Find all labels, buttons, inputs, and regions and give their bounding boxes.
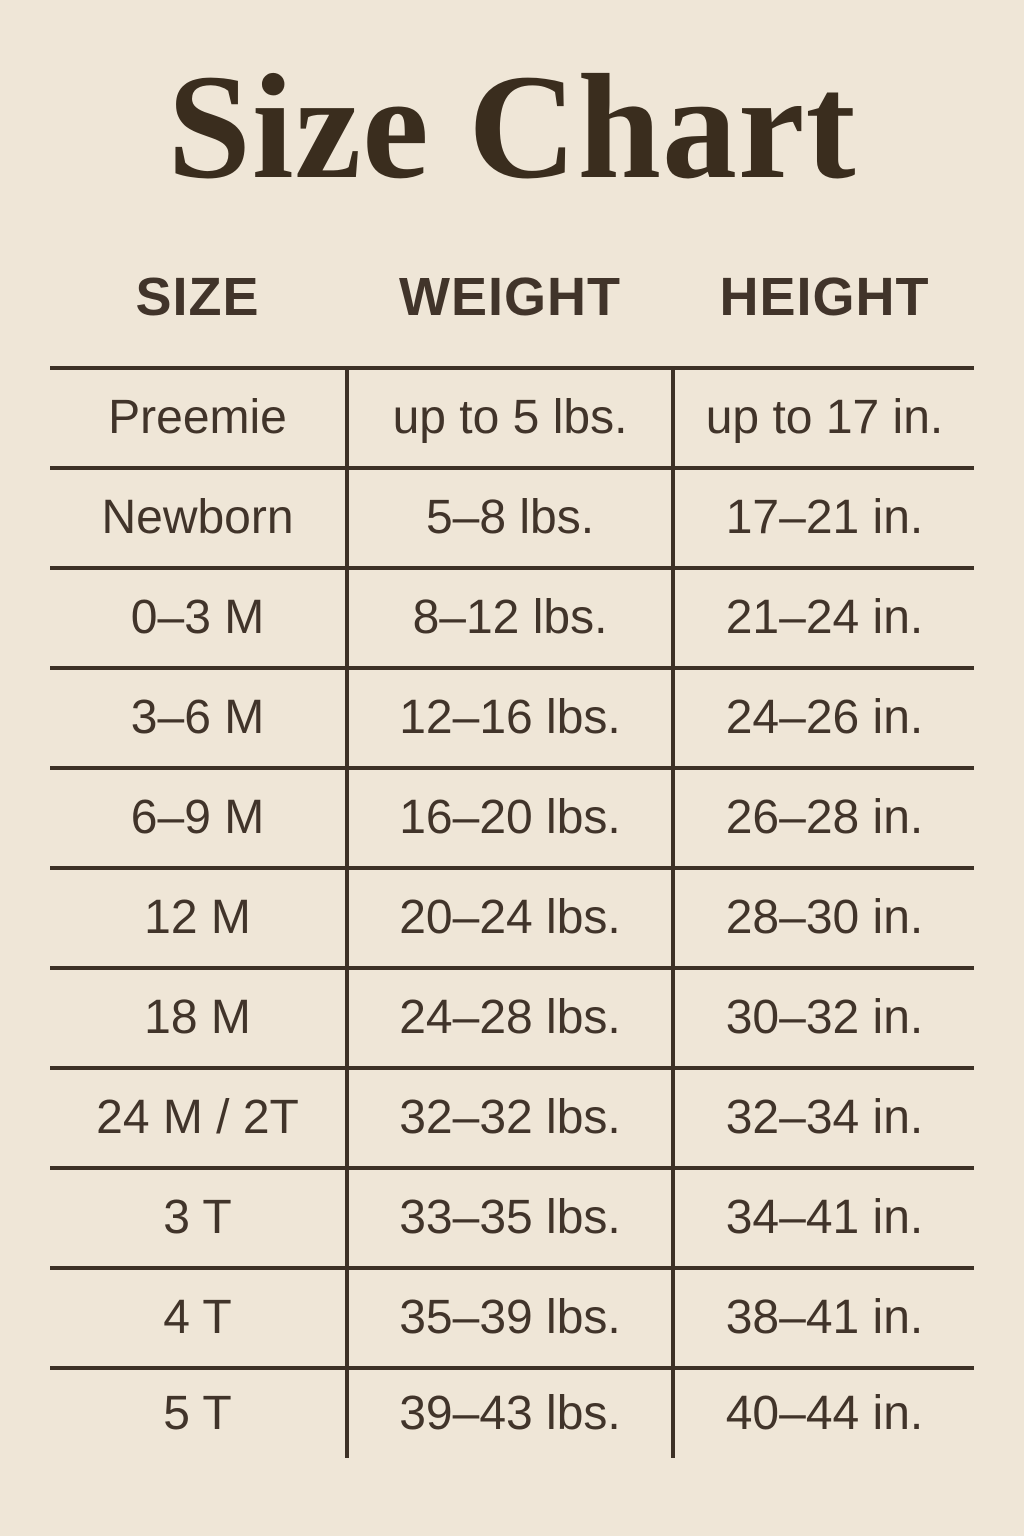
size-cell: Preemie xyxy=(108,391,287,444)
height-cell: up to 17 in. xyxy=(705,391,944,444)
weight-cell: 16–20 lbs. xyxy=(345,770,675,866)
weight-cell: 24–28 lbs. xyxy=(345,970,675,1066)
height-cell: 38–41 in. xyxy=(725,1291,924,1344)
table-row xyxy=(50,1070,974,1170)
weight-cell: 39–43 lbs. xyxy=(345,1370,675,1458)
weight-cell: 32–32 lbs. xyxy=(345,1070,675,1166)
table-body xyxy=(50,366,974,1458)
size-cell: Newborn xyxy=(101,491,294,544)
height-cell: 17–21 in. xyxy=(725,491,924,544)
table-header-row xyxy=(50,260,974,334)
table-row xyxy=(50,870,974,970)
column-header-height: HEIGHT xyxy=(719,267,930,327)
weight-cell: 12–16 lbs. xyxy=(345,670,675,766)
table-row xyxy=(50,970,974,1070)
column-header-size: SIZE xyxy=(135,267,260,327)
size-cell: 24 M / 2T xyxy=(96,1091,299,1144)
table-row xyxy=(50,370,974,470)
height-cell: 32–34 in. xyxy=(725,1091,924,1144)
weight-cell: 33–35 lbs. xyxy=(345,1170,675,1266)
height-cell: 24–26 in. xyxy=(725,691,924,744)
size-cell: 0–3 M xyxy=(130,591,265,644)
size-cell: 3 T xyxy=(163,1191,232,1244)
table-row xyxy=(50,1170,974,1270)
size-cell: 5 T xyxy=(163,1387,232,1440)
weight-cell: up to 5 lbs. xyxy=(345,370,675,466)
size-cell: 3–6 M xyxy=(130,691,265,744)
size-cell: 6–9 M xyxy=(130,791,265,844)
page-title: Size Chart xyxy=(167,44,857,210)
height-cell: 21–24 in. xyxy=(725,591,924,644)
size-cell: 12 M xyxy=(144,891,251,944)
size-cell: 18 M xyxy=(144,991,251,1044)
column-header-weight: WEIGHT xyxy=(399,267,621,327)
table-row xyxy=(50,1270,974,1370)
height-cell: 26–28 in. xyxy=(725,791,924,844)
size-chart-table xyxy=(50,260,974,1458)
height-cell: 28–30 in. xyxy=(725,891,924,944)
height-cell: 40–44 in. xyxy=(725,1387,924,1440)
table-row xyxy=(50,570,974,670)
table-row xyxy=(50,670,974,770)
weight-cell: 20–24 lbs. xyxy=(345,870,675,966)
weight-cell: 8–12 lbs. xyxy=(345,570,675,666)
weight-cell: 5–8 lbs. xyxy=(345,470,675,566)
size-cell: 4 T xyxy=(163,1291,232,1344)
height-cell: 30–32 in. xyxy=(725,991,924,1044)
table-row xyxy=(50,770,974,870)
weight-cell: 35–39 lbs. xyxy=(345,1270,675,1366)
table-row xyxy=(50,470,974,570)
table-row xyxy=(50,1370,974,1458)
height-cell: 34–41 in. xyxy=(725,1191,924,1244)
